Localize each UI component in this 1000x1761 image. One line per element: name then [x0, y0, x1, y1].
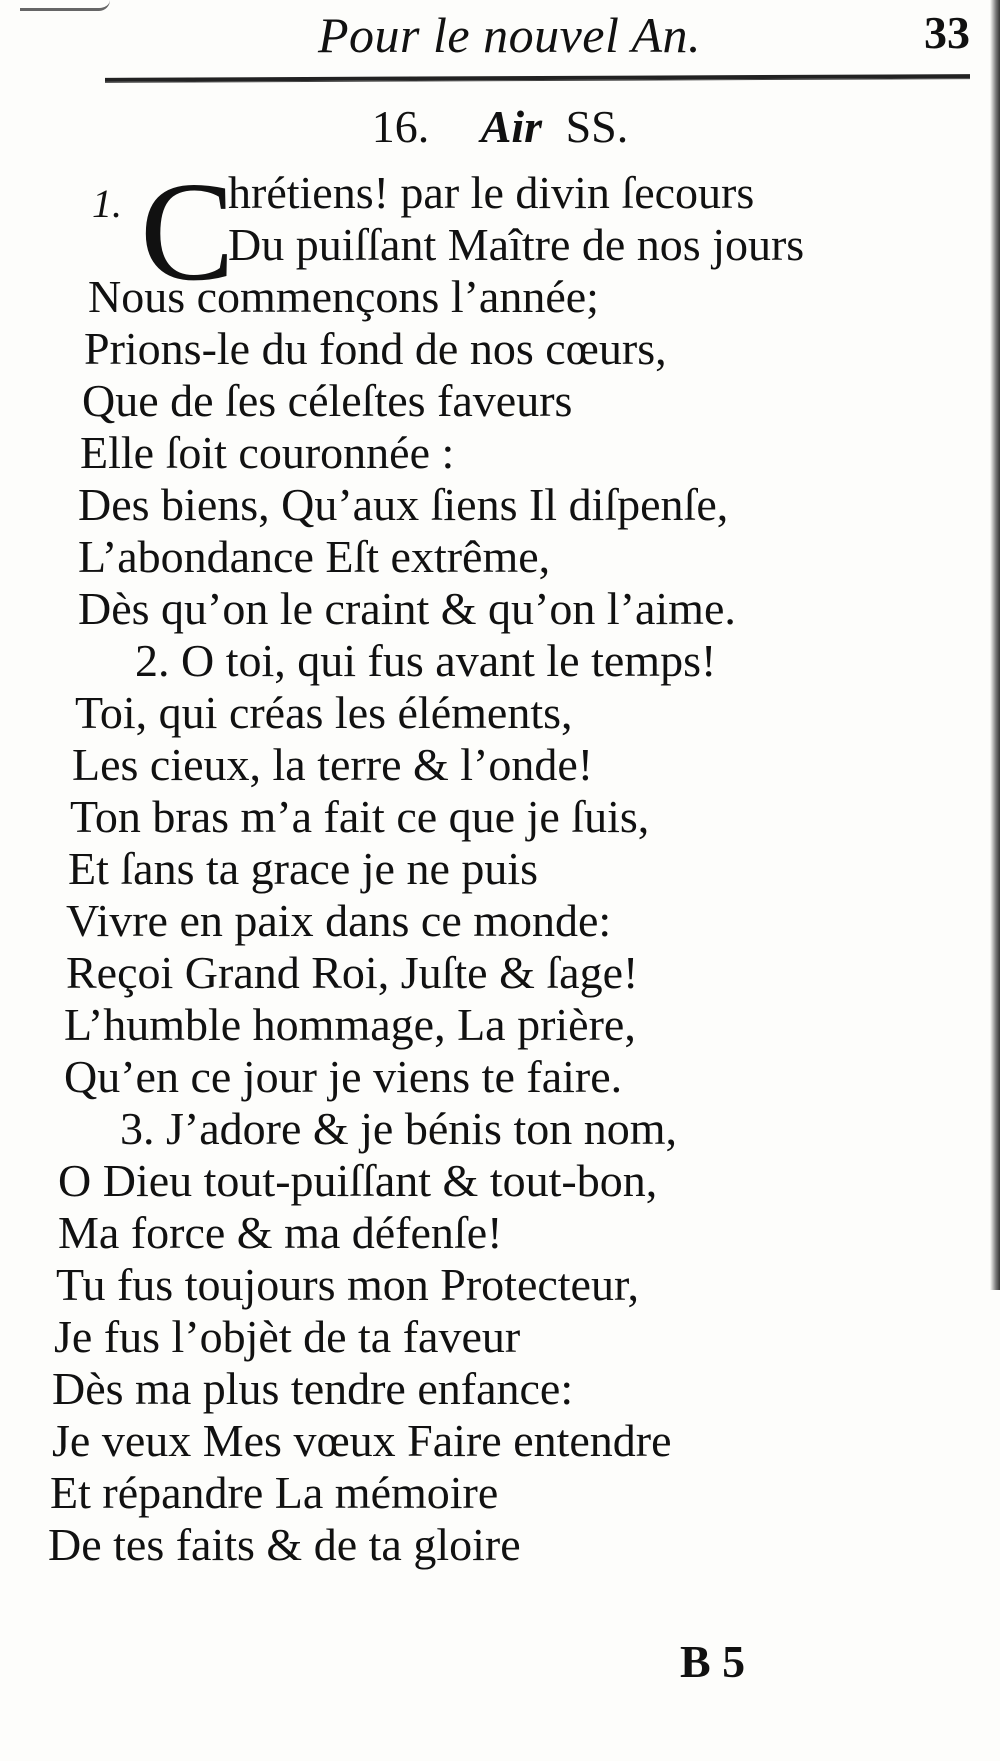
verse-line: Elle ſoit couronnée : — [80, 427, 455, 478]
verse-line: Toi, qui créas les éléments, — [75, 687, 573, 738]
air-label: SS. — [565, 101, 629, 152]
page-edge-shadow — [990, 0, 1000, 1290]
song-heading — [0, 100, 1000, 153]
page-corner-mark — [20, 0, 110, 11]
verse-line: 3. J’adore & je bénis ton nom, — [120, 1103, 678, 1154]
verse-line: Prions-le du fond de nos cœurs, — [84, 323, 667, 374]
verse-1-number: 1. — [92, 181, 122, 226]
verse-line: Reçoi Grand Roi, Juſte & ſage! — [66, 947, 639, 998]
verse-line: L’abondance Eſt extrême, — [78, 531, 551, 582]
verse-line: Je fus l’objèt de ta faveur — [54, 1311, 521, 1362]
verse-line: 2. O toi, qui fus avant le temps! — [135, 635, 717, 686]
verse-line: Et répandre La mémoire — [50, 1467, 499, 1518]
verse-line: Nous commençons l’année; — [88, 271, 599, 322]
verse-line: De tes faits & de ta gloire — [48, 1519, 521, 1570]
verse-line: hrétiens! par le divin ſecours — [228, 167, 755, 218]
verse-line: Je veux Mes vœux Faire entendre — [52, 1415, 672, 1466]
verse-line: Et ſans ta grace je ne puis — [68, 843, 539, 894]
running-title: Pour le nouvel An. — [318, 7, 701, 63]
verse-line: L’humble hommage, La prière, — [64, 999, 636, 1050]
page-number: 33 — [924, 7, 970, 58]
verse-line: Dès ma plus tendre enfance: — [52, 1363, 574, 1414]
air-word: Air — [480, 101, 543, 152]
verse-line: Tu fus toujours mon Protecteur, — [56, 1259, 639, 1310]
verse-line: O Dieu tout-puiſſant & tout-bon, — [58, 1155, 658, 1206]
song-number: 16. — [371, 101, 430, 152]
verse-line: Ma force & ma défenſe! — [58, 1207, 503, 1258]
verse-line: Des biens, Qu’aux ſiens Il diſpenſe, — [78, 479, 729, 530]
verse-line: Que de ſes céleſtes faveurs — [82, 375, 573, 426]
header-rule — [105, 74, 970, 83]
signature-mark: B 5 — [680, 1636, 746, 1687]
verse-line: Qu’en ce jour je viens te faire. — [64, 1051, 623, 1102]
drop-cap: C — [140, 152, 235, 310]
verse-line: Dès qu’on le craint & qu’on l’aime. — [78, 583, 736, 634]
page-header — [300, 6, 980, 66]
verse-line: Les cieux, la terre & l’onde! — [72, 739, 594, 790]
verse-line: Du puiſſant Maître de nos jours — [228, 219, 805, 270]
verse-line: Vivre en paix dans ce monde: — [66, 895, 612, 946]
verse-line: Ton bras m’a fait ce que je ſuis, — [70, 791, 650, 842]
